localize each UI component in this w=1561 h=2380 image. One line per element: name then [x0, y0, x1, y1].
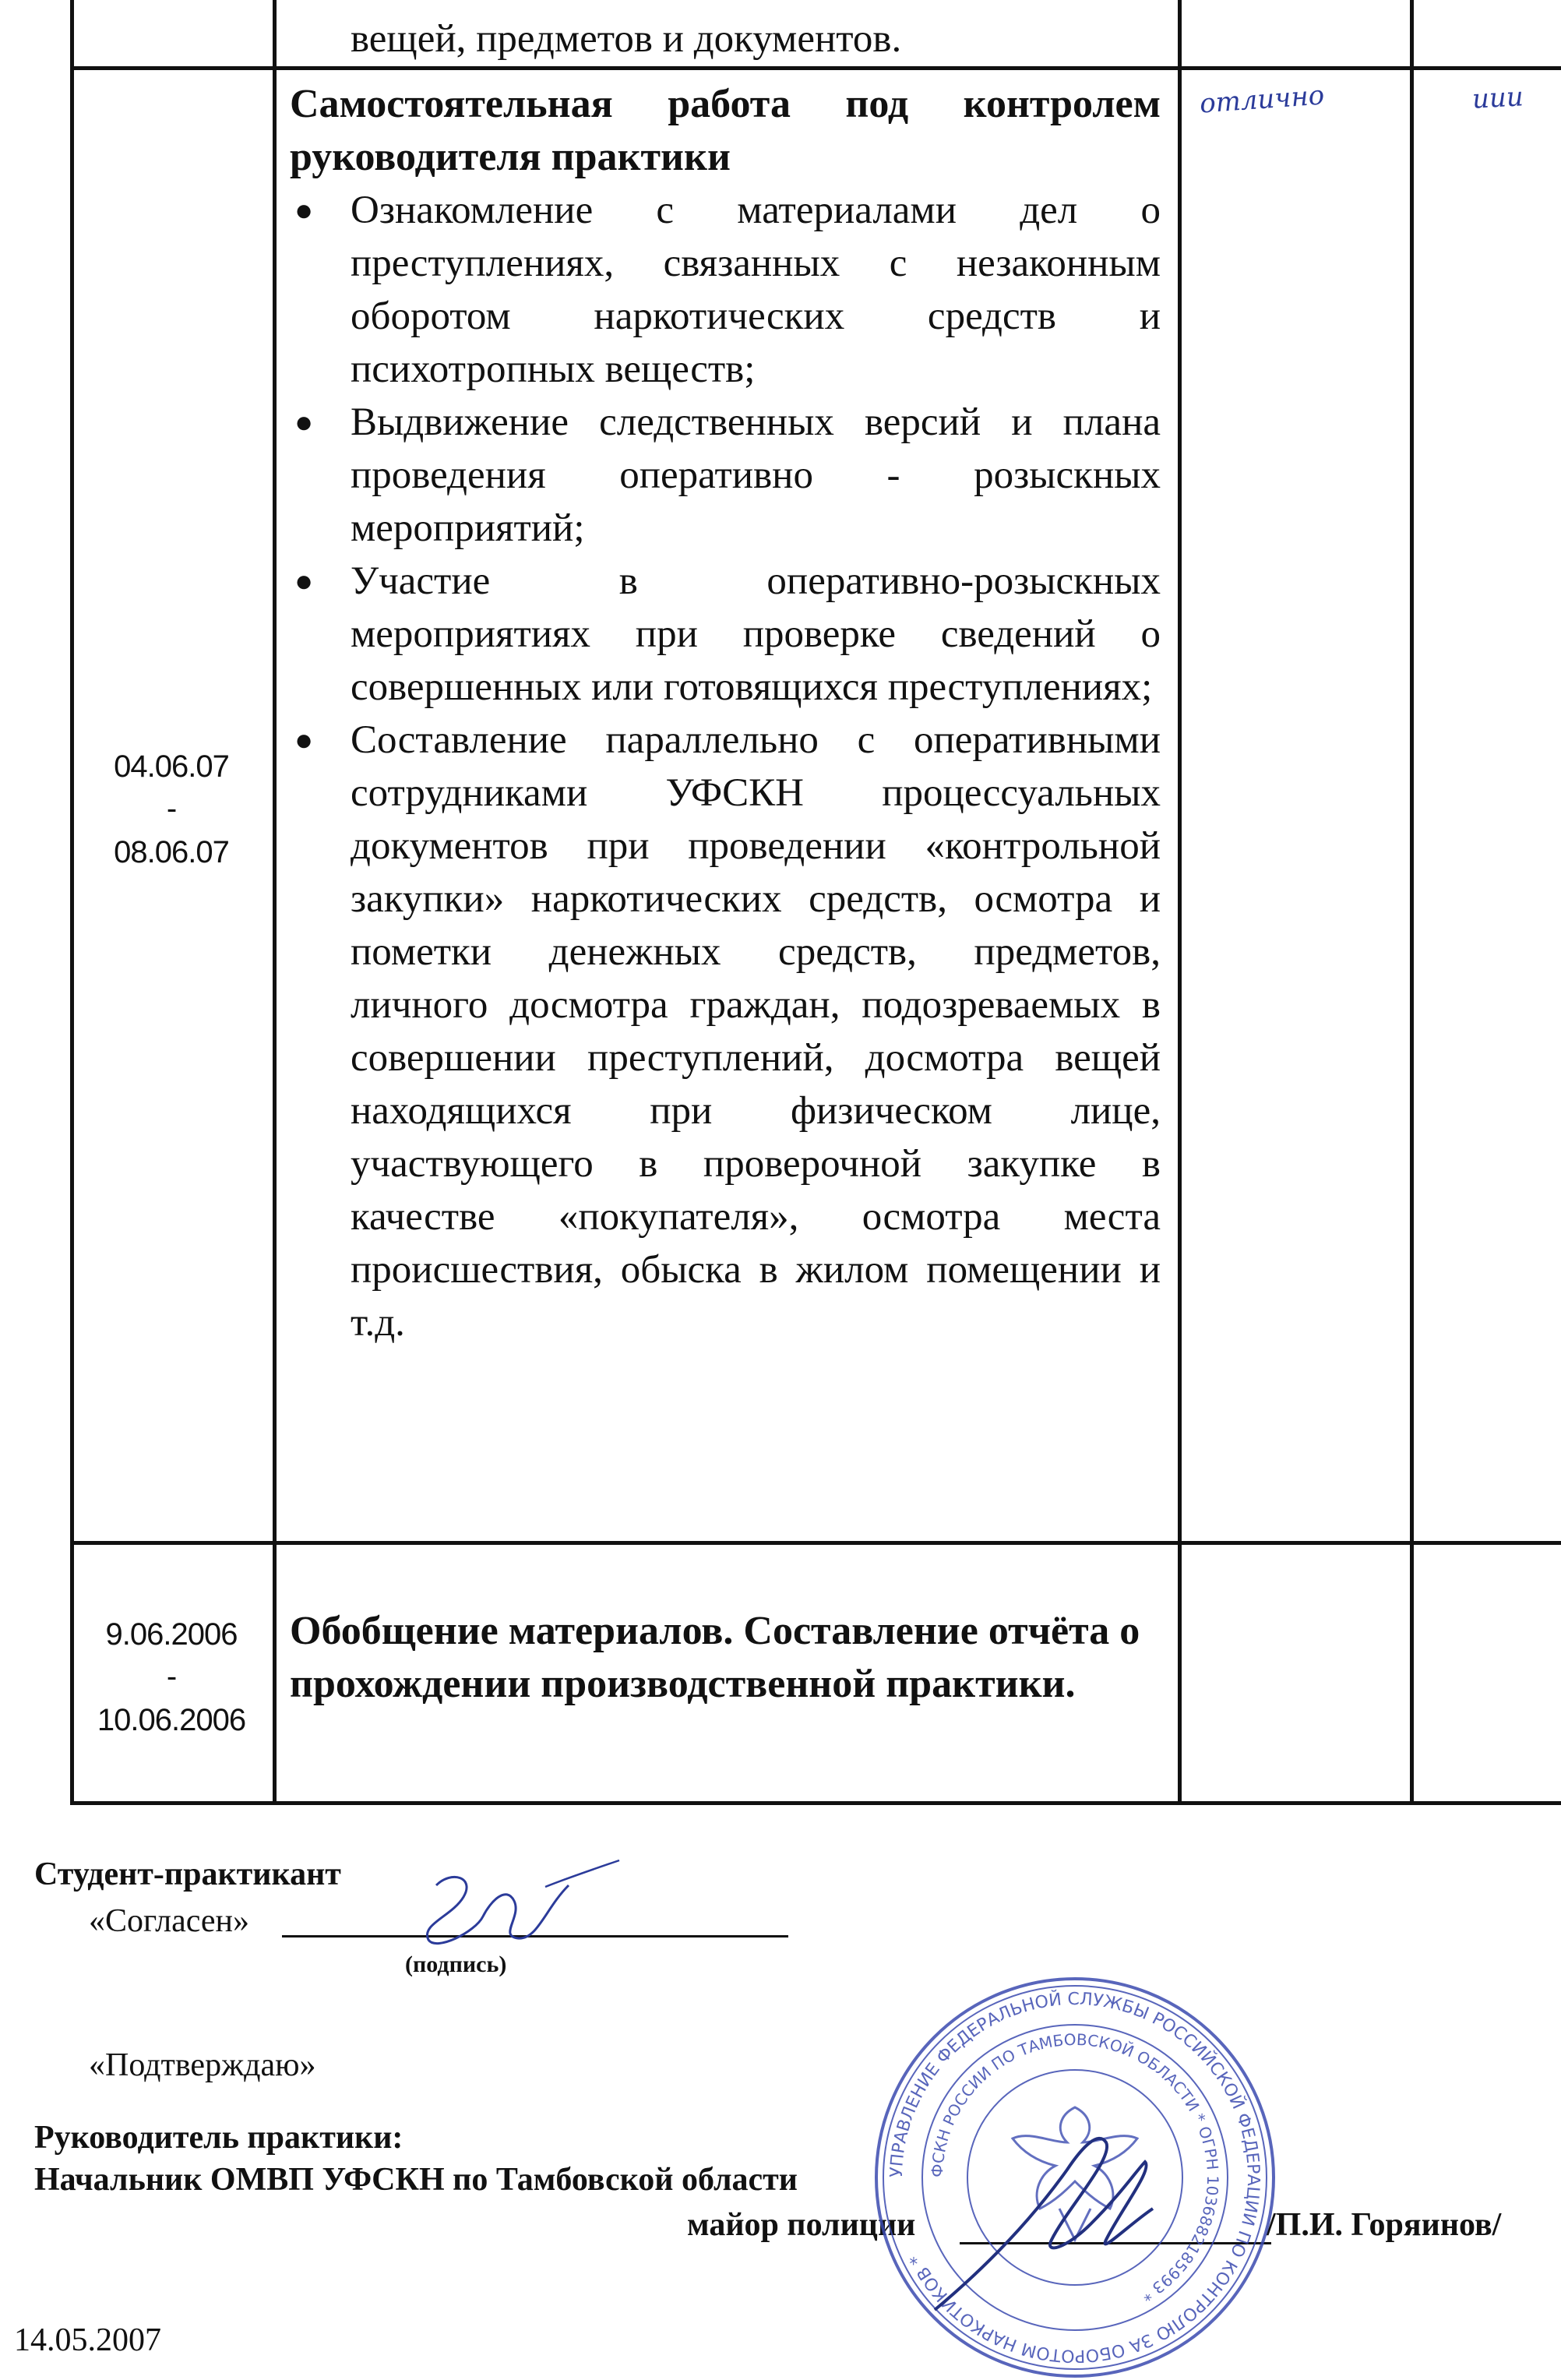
confirm-label: «Подтверждаю» [89, 2047, 316, 2083]
agree-label: «Согласен» [89, 1903, 249, 1939]
row2-date-to: 10.06.2006 [97, 1703, 246, 1737]
official-stamp [872, 1975, 1277, 2380]
grade-handwritten: отлично [1198, 79, 1326, 120]
row1-task-cell [290, 78, 1161, 1349]
supervisor-rank: майор полиции [687, 2207, 916, 2243]
supervisor-name: /П.И. Горяинов/ [1267, 2207, 1502, 2243]
table-rule-left [70, 0, 74, 1805]
row1-date-sep: - [166, 792, 177, 826]
bullet-icon: ● [294, 722, 314, 757]
row1-date-to: 08.06.07 [114, 835, 229, 869]
table-rule-top [70, 66, 1561, 70]
list-item-text: Участие в оперативно-розыскных мероприятиях при проверке сведений о совершенных или готовящихся преступлениях; [351, 559, 1161, 709]
row1-task-list [290, 184, 1161, 1349]
table-rule-task-col [1178, 0, 1182, 1805]
bullet-icon: ● [294, 192, 314, 227]
signature-caption: (подпись) [405, 1952, 507, 1977]
row1-task-title: Самостоятельная работа под контролем руководителя практики [290, 82, 1161, 179]
list-item-text: Составление параллельно с оперативными сотрудниками УФСКН процессуальных документов при проведении «контрольной закупки» наркотических средств, осмотра и пометки денежных средств, предметов, личного досмотра граждан, подозреваемых в совершении преступлений, досмотра вещей находящихся при физическом лице, участвующего в проверочной закупке в качестве «покупателя», осмотра места происшествия, обыска в жилом помещении и т.д. [351, 718, 1161, 1345]
row1-date-from: 04.06.07 [114, 749, 229, 784]
svg-text:ФСКН РОССИИ ПО ТАМБОВСКОЙ ОБЛА: ФСКН РОССИИ ПО ТАМБОВСКОЙ ОБЛАСТИ * ОГРН 1036882185993 * [927, 2029, 1223, 2306]
supervisor-position: Начальник ОМВП УФСКН по Тамбовской области [34, 2162, 798, 2198]
document-date: 14.05.2007 [14, 2322, 161, 2358]
list-item [290, 714, 1161, 1349]
table-rule-bottom [70, 1801, 1561, 1805]
row2-date-from: 9.06.2006 [105, 1617, 238, 1652]
previous-row-fragment: вещей, предметов и документов. [351, 17, 902, 61]
row2-task-title: Обобщение материалов. Составление отчёта о прохождении производственной практики. [290, 1609, 1140, 1706]
table-rule-middle [70, 1541, 1561, 1545]
supervisor-initials-handwritten: иии [1471, 81, 1524, 115]
student-label: Студент-практикант [34, 1856, 341, 1892]
bullet-icon: ● [294, 563, 314, 598]
row2-date-sep: - [166, 1659, 177, 1694]
table-rule-grade-col [1410, 0, 1414, 1805]
list-item [290, 396, 1161, 555]
table-rule-date-col [273, 0, 277, 1805]
list-item-text: Выдвижение следственных версий и плана проведения оперативно - розыскных мероприятий; [351, 400, 1161, 550]
list-item-text: Ознакомление с материалами дел о преступлениях, связанных с незаконным оборотом наркотических средств и психотропных веществ; [351, 189, 1161, 391]
bullet-icon: ● [294, 404, 314, 439]
list-item [290, 555, 1161, 714]
list-item [290, 184, 1161, 396]
supervisor-label: Руководитель практики: [34, 2120, 403, 2156]
svg-text:УПРАВЛЕНИЕ ФЕДЕРАЛЬНОЙ СЛУЖБЫ: УПРАВЛЕНИЕ ФЕДЕРАЛЬНОЙ СЛУЖБЫ РОССИЙСКОЙ ФЕДЕРАЦИИ ПО КОНТРОЛЮ ЗА ОБОРОТОМ НАРКОТИКОВ * [886, 1989, 1263, 2366]
